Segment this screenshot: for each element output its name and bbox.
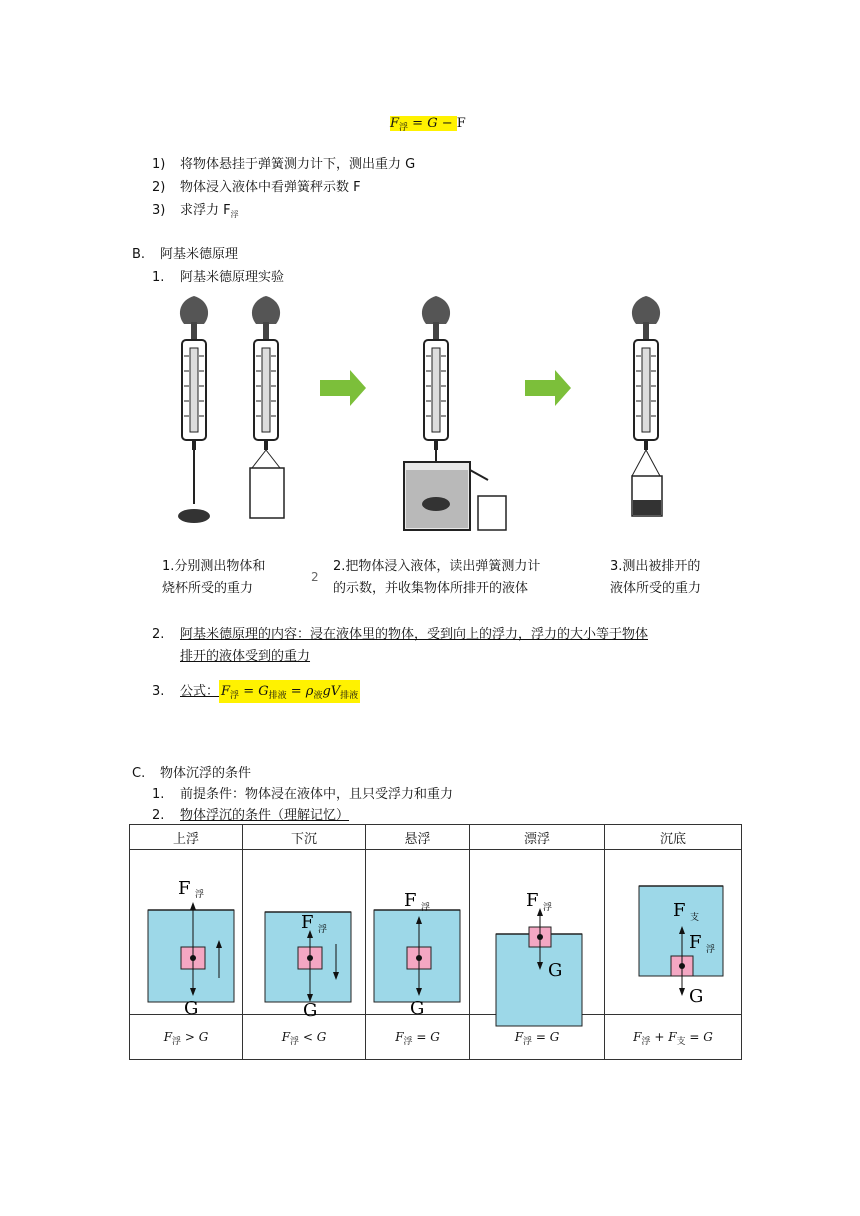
archimedes-experiment-figure bbox=[160, 292, 735, 542]
table-header-row bbox=[130, 825, 742, 850]
header-sinking: 下沉 bbox=[243, 825, 366, 850]
section-c-item2: 2. 物体浮沉的条件（理解记忆） bbox=[152, 808, 350, 823]
svg-text:浮: 浮 bbox=[318, 925, 328, 935]
header-floating: 漂浮 bbox=[470, 825, 605, 850]
section-c-item1: 1. 前提条件：物体浸在液体中，且只受浮力和重力 bbox=[152, 787, 454, 802]
condition-sinking: $F_浮 < G$ bbox=[243, 1015, 366, 1060]
svg-text:浮: 浮 bbox=[195, 890, 205, 900]
svg-text:F: F bbox=[404, 890, 417, 911]
svg-text:F: F bbox=[178, 878, 191, 899]
svg-text:G: G bbox=[548, 960, 563, 981]
top-formula: $F_浮 = G - F$ bbox=[390, 116, 466, 133]
svg-text:浮: 浮 bbox=[543, 903, 553, 913]
diagram-suspended bbox=[366, 850, 470, 1019]
section-b-item1: 1. 阿基米德原理实验 bbox=[152, 270, 285, 285]
svg-text:浮: 浮 bbox=[706, 945, 716, 955]
diagram-floating bbox=[470, 850, 605, 1015]
formula-tail: F bbox=[456, 116, 466, 131]
header-suspended: 悬浮 bbox=[366, 825, 470, 850]
svg-text:浮: 浮 bbox=[421, 903, 431, 913]
svg-text:G: G bbox=[303, 1000, 318, 1021]
formula-f: F bbox=[390, 116, 400, 131]
condition-floating: $F_浮 = G$ bbox=[470, 1015, 605, 1060]
header-bottom: 沉底 bbox=[605, 825, 742, 850]
section-c-heading: C. 物体沉浮的条件 bbox=[132, 766, 252, 781]
stray-mark: 2 bbox=[311, 570, 319, 584]
caption-3: 3.测出被排开的 液体所受的重力 bbox=[610, 559, 702, 596]
step-3: 3) 求浮力 $F_浮$ bbox=[152, 203, 239, 219]
condition-suspended: $F_浮 = G$ bbox=[366, 1015, 470, 1060]
diagram-sinking bbox=[243, 850, 366, 1021]
diagram-rising bbox=[130, 850, 243, 1019]
svg-text:F: F bbox=[689, 932, 702, 953]
section-b-heading: B. 阿基米德原理 bbox=[132, 247, 239, 262]
table-diagram-row bbox=[130, 850, 742, 1015]
svg-text:G: G bbox=[184, 998, 199, 1019]
svg-text:F: F bbox=[301, 912, 314, 933]
caption-2: 2.把物体浸入液体，读出弹簧测力计 的示数，并收集物体所排开的液体 bbox=[333, 559, 541, 596]
svg-text:F: F bbox=[526, 890, 539, 911]
condition-bottom: $F_浮 + F_支 = G$ bbox=[605, 1015, 742, 1060]
section-b-item2: 2. 阿基米德原理的内容：浸在液体里的物体，受到向上的浮力，浮力的大小等于物体 排开的液体受到的重力 bbox=[152, 627, 649, 664]
condition-rising: $F_浮 > G$ bbox=[130, 1015, 243, 1060]
diagram-bottom bbox=[605, 850, 742, 1015]
svg-text:G: G bbox=[410, 998, 425, 1019]
svg-text:支: 支 bbox=[690, 913, 700, 923]
section-b-item3: 3. 公式： $F_浮 = G_{排液} = \rho_液gV_{排液}$ bbox=[152, 680, 360, 699]
header-rising: 上浮 bbox=[130, 825, 243, 850]
svg-text:G: G bbox=[689, 986, 704, 1007]
caption-1: 1.分别测出物体和 烧杯所受的重力 bbox=[162, 559, 266, 596]
step-1: 1) 将物体悬挂于弹簧测力计下，测出重力 G bbox=[152, 157, 416, 172]
step-2: 2) 物体浸入液体中看弹簧秤示数 F bbox=[152, 180, 361, 195]
float-sink-table bbox=[129, 824, 742, 1060]
svg-text:F: F bbox=[673, 900, 686, 921]
table-condition-row bbox=[130, 1015, 742, 1060]
